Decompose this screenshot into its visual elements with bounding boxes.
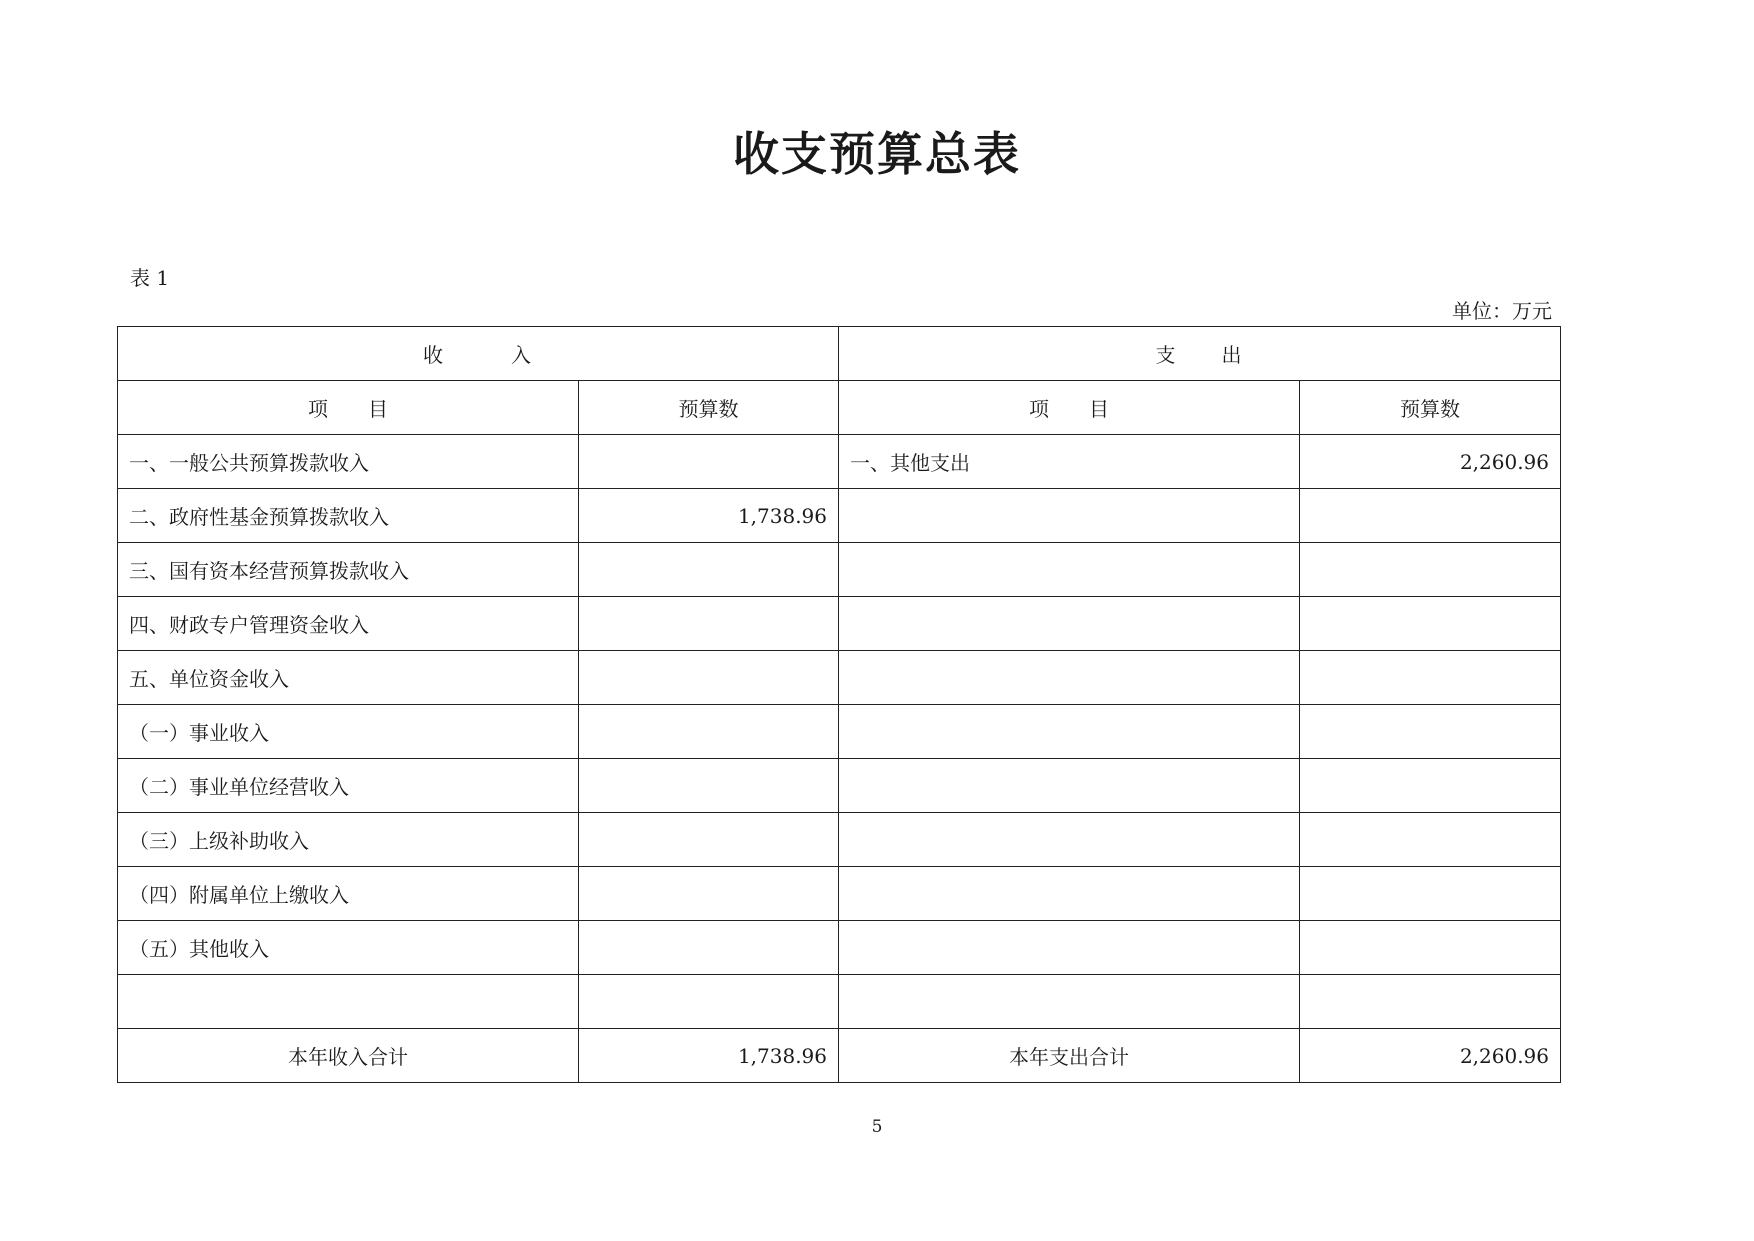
header-row-columns	[118, 381, 1561, 435]
expense-item-header: 项 目	[839, 381, 1300, 435]
expense-item-cell	[839, 759, 1300, 813]
table-row	[118, 867, 1561, 921]
expense-amount-cell	[1300, 489, 1561, 543]
table-row	[118, 759, 1561, 813]
income-amount-cell	[579, 651, 839, 705]
table-row	[118, 543, 1561, 597]
income-total-label: 本年收入合计	[118, 1029, 579, 1083]
income-item-cell: （五）其他收入	[118, 921, 579, 975]
expense-item-cell	[839, 597, 1300, 651]
table-row	[118, 813, 1561, 867]
expense-amount-cell	[1300, 813, 1561, 867]
income-amount-cell	[579, 921, 839, 975]
expense-item-cell	[839, 921, 1300, 975]
income-amount-cell: 1,738.96	[579, 489, 839, 543]
table-row	[118, 651, 1561, 705]
expense-item-cell	[839, 489, 1300, 543]
expense-item-cell	[839, 705, 1300, 759]
expense-amount-cell	[1300, 543, 1561, 597]
income-item-cell: （三）上级补助收入	[118, 813, 579, 867]
income-amount-cell	[579, 867, 839, 921]
expense-amount-cell	[1300, 867, 1561, 921]
header-row-sections	[118, 327, 1561, 381]
income-amount-cell	[579, 597, 839, 651]
income-amount-cell	[579, 543, 839, 597]
expense-amount-cell	[1300, 921, 1561, 975]
income-item-cell: 一、一般公共预算拨款收入	[118, 435, 579, 489]
expense-amount-cell	[1300, 651, 1561, 705]
expense-item-cell	[839, 543, 1300, 597]
totals-row	[118, 1029, 1561, 1083]
income-amount-cell	[579, 975, 839, 1029]
table-number: 表 1	[130, 266, 170, 290]
expense-item-cell: 一、其他支出	[839, 435, 1300, 489]
income-budget-header: 预算数	[579, 381, 839, 435]
income-item-cell: （四）附属单位上缴收入	[118, 867, 579, 921]
income-item-cell: 五、单位资金收入	[118, 651, 579, 705]
expense-item-cell	[839, 975, 1300, 1029]
expense-amount-cell: 2,260.96	[1300, 435, 1561, 489]
income-amount-cell	[579, 813, 839, 867]
income-amount-cell	[579, 705, 839, 759]
table-row	[118, 705, 1561, 759]
income-item-cell: 四、财政专户管理资金收入	[118, 597, 579, 651]
income-item-header: 项 目	[118, 381, 579, 435]
expense-amount-cell	[1300, 759, 1561, 813]
income-item-cell	[118, 975, 579, 1029]
expense-item-cell	[839, 867, 1300, 921]
table-row	[118, 435, 1561, 489]
expense-total-amount: 2,260.96	[1300, 1029, 1561, 1083]
income-item-cell: （二）事业单位经营收入	[118, 759, 579, 813]
expense-amount-cell	[1300, 705, 1561, 759]
table-row	[118, 921, 1561, 975]
income-amount-cell	[579, 759, 839, 813]
income-total-amount: 1,738.96	[579, 1029, 839, 1083]
expense-budget-header: 预算数	[1300, 381, 1561, 435]
unit-label: 单位：万元	[1452, 299, 1552, 323]
expense-amount-cell	[1300, 975, 1561, 1029]
budget-summary-table	[117, 326, 1561, 1083]
income-item-cell: 二、政府性基金预算拨款收入	[118, 489, 579, 543]
expense-section-header: 支 出	[839, 327, 1561, 381]
expense-item-cell	[839, 651, 1300, 705]
table-row	[118, 489, 1561, 543]
page-title: 收支预算总表	[733, 127, 1021, 181]
expense-item-cell	[839, 813, 1300, 867]
page-number: 5	[871, 1117, 883, 1137]
income-item-cell: 三、国有资本经营预算拨款收入	[118, 543, 579, 597]
expense-total-label: 本年支出合计	[839, 1029, 1300, 1083]
table-row	[118, 975, 1561, 1029]
income-amount-cell	[579, 435, 839, 489]
table-row	[118, 597, 1561, 651]
expense-amount-cell	[1300, 597, 1561, 651]
income-item-cell: （一）事业收入	[118, 705, 579, 759]
table-body	[118, 327, 1561, 1083]
income-section-header: 收 入	[118, 327, 839, 381]
